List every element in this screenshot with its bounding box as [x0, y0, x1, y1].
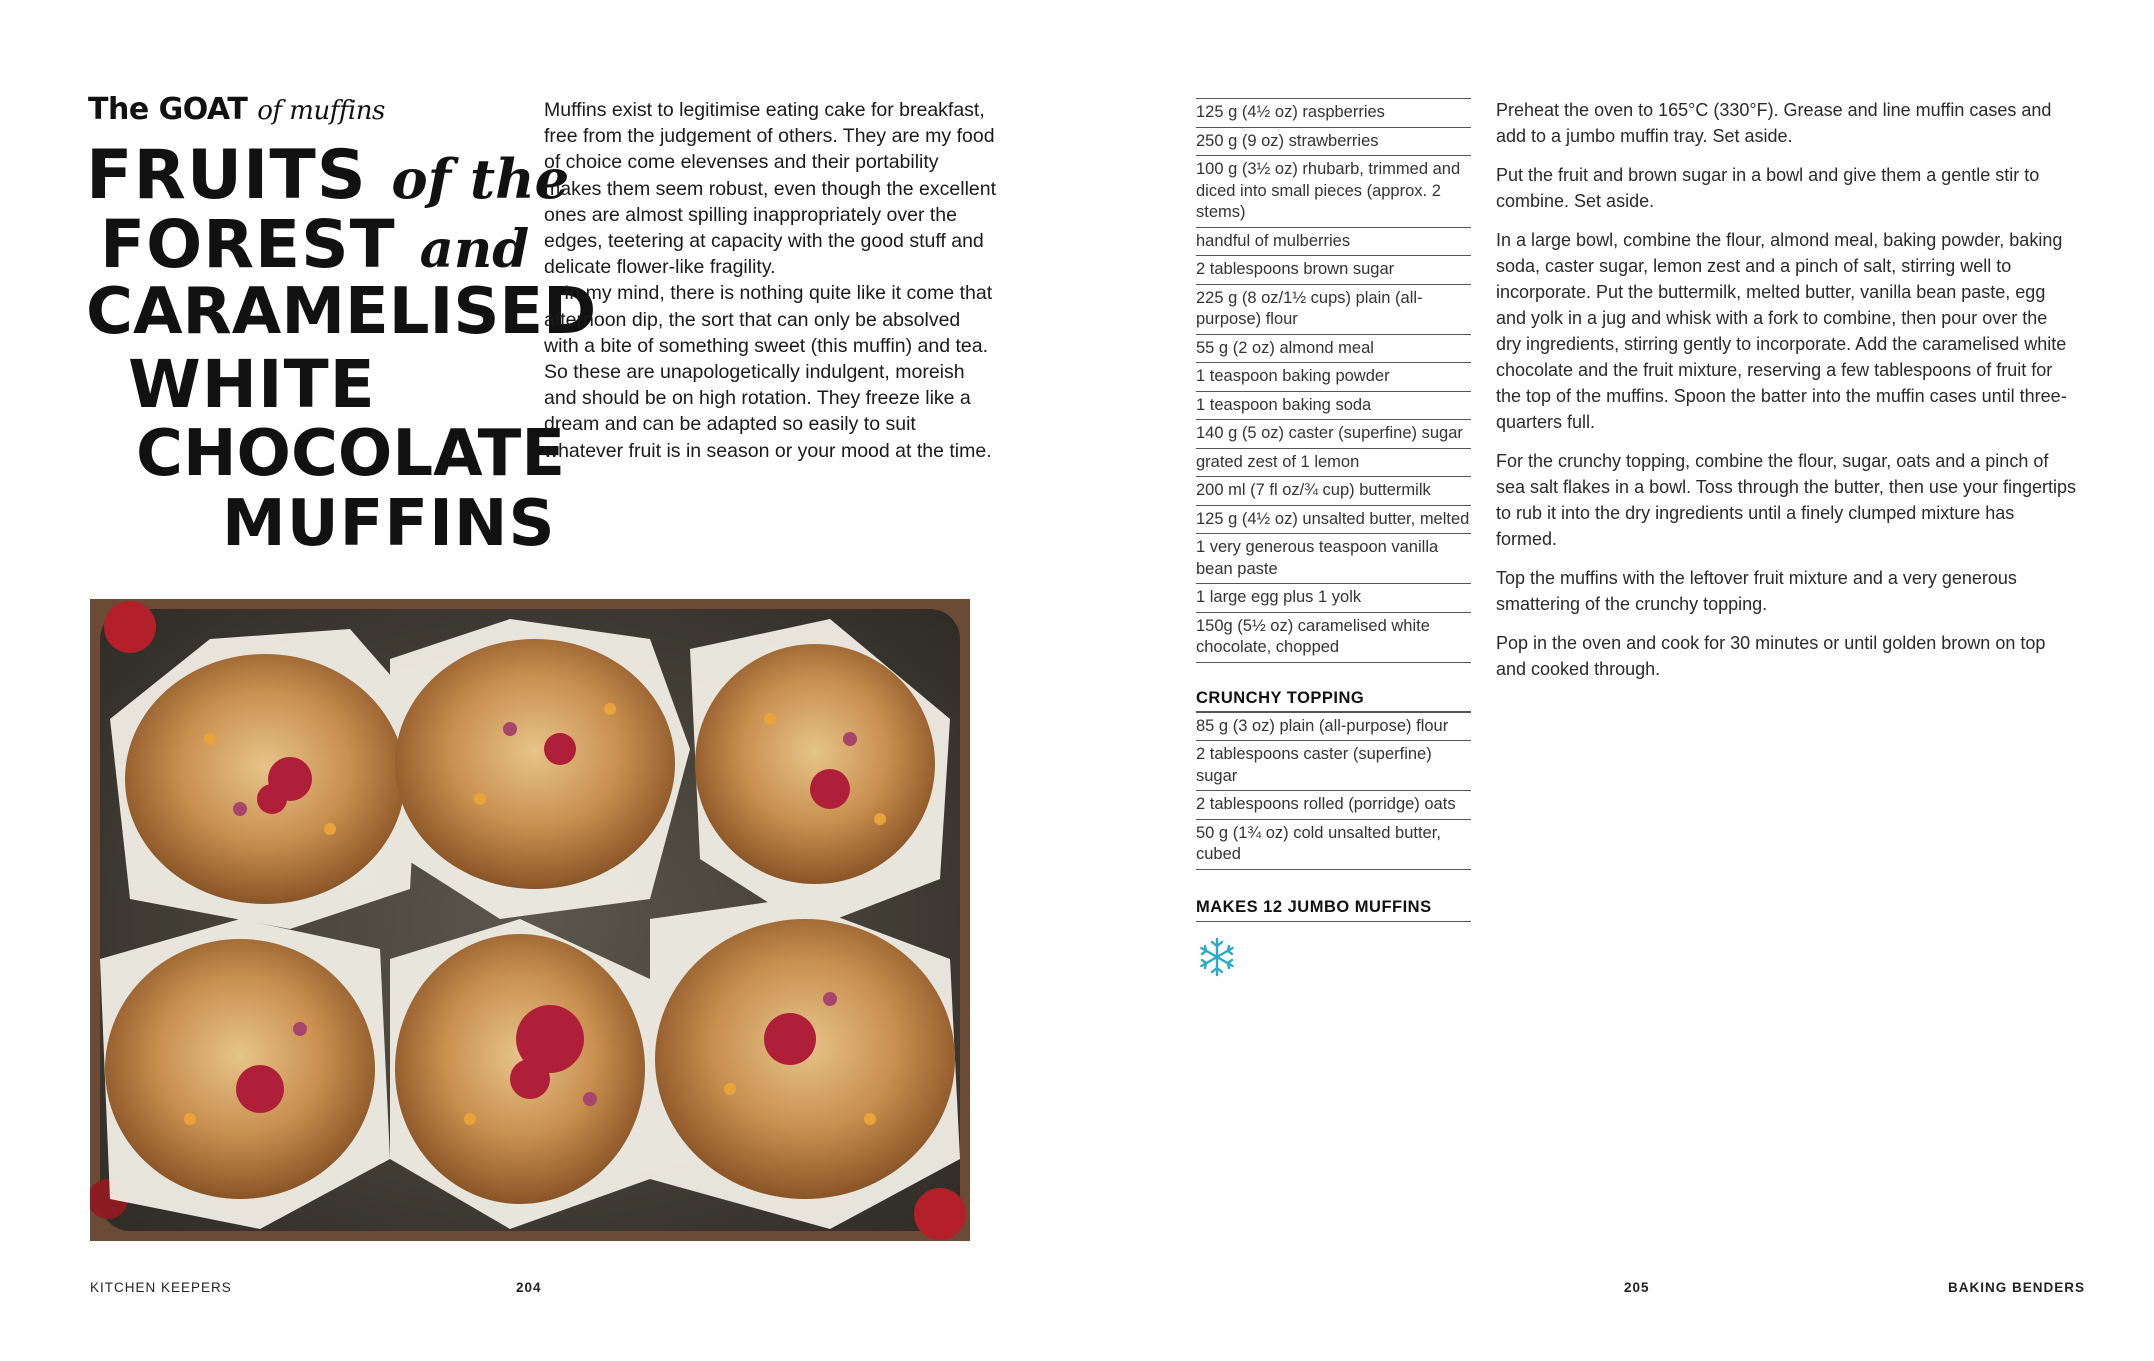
ingredient-item: 1 very generous teaspoon vanilla bean paste: [1196, 534, 1471, 584]
snowflake-icon: [1196, 936, 1238, 978]
ingredient-item: 100 g (3½ oz) rhubarb, trimmed and diced into small pieces (approx. 2 stems): [1196, 156, 1471, 228]
title-word: FRUITS: [86, 136, 367, 215]
ingredient-item: handful of mulberries: [1196, 228, 1471, 257]
ingredients-list: [1196, 98, 1471, 978]
ingredient-item: 2 tablespoons brown sugar: [1196, 256, 1471, 285]
muffin-photo: [90, 599, 970, 1241]
ingredient-item: 200 ml (7 fl oz/¾ cup) buttermilk: [1196, 477, 1471, 506]
title-connector: and: [419, 218, 530, 280]
footer-section-right: BAKING BENDERS: [1948, 1280, 2086, 1295]
ingredient-item: 1 teaspoon baking soda: [1196, 392, 1471, 421]
intro-text: [544, 97, 999, 464]
page-number-left: 204: [516, 1280, 542, 1295]
ingredient-item: 250 g (9 oz) strawberries: [1196, 128, 1471, 157]
title-line-1: [86, 136, 570, 215]
topping-ingredients: [1196, 712, 1471, 870]
ingredient-item: 85 g (3 oz) plain (all-purpose) flour: [1196, 712, 1471, 742]
ingredient-item: 2 tablespoons caster (superfine) sugar: [1196, 741, 1471, 791]
kicker-text-small: of muffins: [257, 96, 385, 126]
kicker-text: The GOAT: [88, 92, 248, 127]
topping-heading: CRUNCHY TOPPING: [1196, 663, 1471, 712]
method-step: Preheat the oven to 165°C (330°F). Grease and line muffin cases and add to a jumbo muffin tray. Set aside.: [1496, 100, 2052, 146]
ingredient-item: 1 teaspoon baking powder: [1196, 363, 1471, 392]
ingredient-item: 150g (5½ oz) caramelised white chocolate, chopped: [1196, 613, 1471, 663]
method-step: Put the fruit and brown sugar in a bowl and give them a gentle stir to combine. Set aside.: [1496, 165, 2040, 211]
ingredient-item: 125 g (4½ oz) raspberries: [1196, 98, 1471, 128]
ingredient-item: grated zest of 1 lemon: [1196, 449, 1471, 478]
method-step: Pop in the oven and cook for 30 minutes or until golden brown on top and cooked through.: [1496, 633, 2046, 679]
title-word: FOREST: [100, 206, 396, 283]
title-line-4: WHITE: [128, 346, 376, 423]
title-line-3: CARAMELISED: [86, 275, 597, 349]
title-line-6: MUFFINS: [222, 487, 556, 561]
ingredient-item: 140 g (5 oz) caster (superfine) sugar: [1196, 420, 1471, 449]
main-ingredients: [1196, 98, 1471, 663]
title-connector: of the: [391, 147, 570, 211]
method-step: For the crunchy topping, combine the flour, sugar, oats and a pinch of sea salt flakes in a bowl. Toss through the butter, then use your fingertips to rub it into the dry ingredients until a finely clumped mixture has formed.: [1496, 451, 2077, 549]
ingredient-item: 55 g (2 oz) almond meal: [1196, 335, 1471, 364]
intro-paragraph-2: In my mind, there is nothing quite like it come that afternoon dip, the sort that can only be absolved with a bite of something sweet (this muffin) and tea. So these are unapologetically indulgent, moreish and should be on high rotation. They freeze like a dream and can be adapted so easily to suit whatever fruit is in season or your mood at the time.: [544, 282, 993, 462]
ingredient-item: 125 g (4½ oz) unsalted butter, melted: [1196, 506, 1471, 535]
chapter-kicker: [88, 92, 385, 127]
intro-paragraph-1: Muffins exist to legitimise eating cake for breakfast, free from the judgement of others. They are my food of choice come elevenses and their portability makes them seem robust, even though the excellent ones are almost spilling inappropriately over the edges, teetering at capacity with the good stuff and delicate flower-like fragility.: [544, 99, 997, 279]
ingredient-item: 2 tablespoons rolled (porridge) oats: [1196, 791, 1471, 820]
title-line-5: CHOCOLATE: [136, 417, 566, 491]
yield-label: MAKES 12 JUMBO MUFFINS: [1196, 870, 1471, 922]
method-step: In a large bowl, combine the flour, almond meal, baking powder, baking soda, caster sugar, lemon zest and a pinch of salt, stirring well to incorporate. Put the buttermilk, melted butter, vanilla bean paste, egg and yolk in a jug and whisk with a fork to combine, then pour over the dry ingredients, stirring gently to incorporate. Add the caramelised white chocolate and the fruit mixture, reserving a few tablespoons of fruit for the top of the muffins. Spoon the batter into the muffin cases until three-quarters full.: [1496, 230, 2067, 432]
page-number-right: 205: [1624, 1280, 1650, 1295]
method-text: [1496, 97, 2076, 695]
ingredient-item: 225 g (8 oz/1½ cups) plain (all-purpose) flour: [1196, 285, 1471, 335]
method-step: Top the muffins with the leftover fruit mixture and a very generous smattering of the crunchy topping.: [1496, 568, 2017, 614]
ingredient-item: 50 g (1¾ oz) cold unsalted butter, cubed: [1196, 820, 1471, 870]
footer-section-left: KITCHEN KEEPERS: [90, 1280, 232, 1295]
title-line-2: [100, 206, 530, 283]
ingredient-item: 1 large egg plus 1 yolk: [1196, 584, 1471, 613]
